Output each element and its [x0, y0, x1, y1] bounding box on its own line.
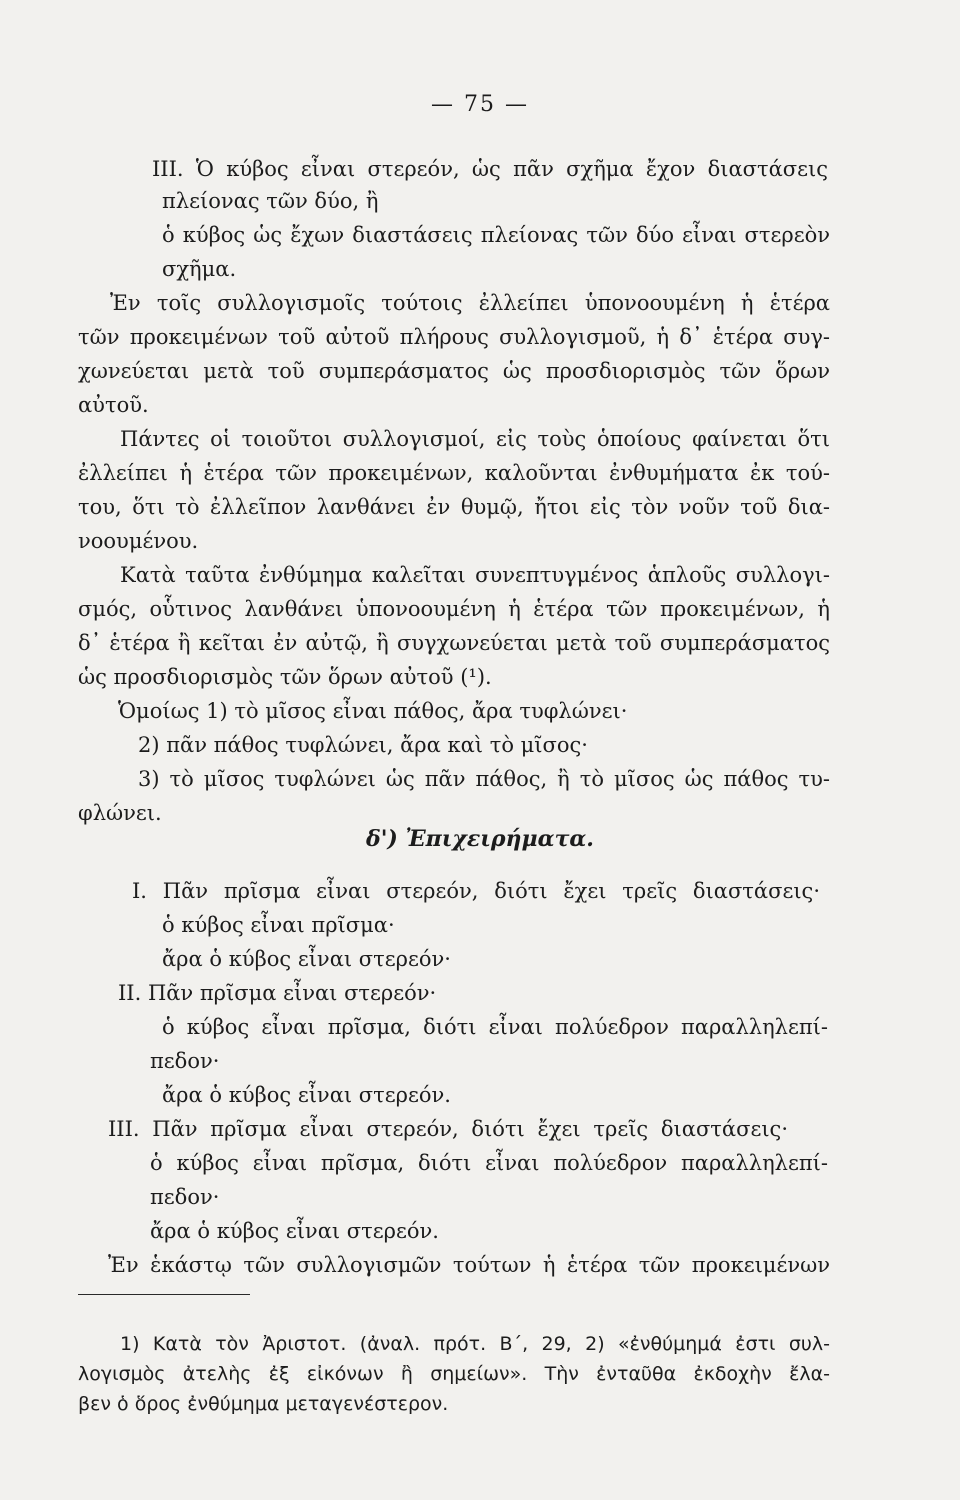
- text-line: Ἐν τοῖς συλλογισμοῖς τούτοις ἐλλείπει ὑπονοουμένη ἡ ἑτέρα: [110, 291, 830, 315]
- text-line: ὁ κύβος ὡς ἔχων διαστάσεις πλείονας τῶν δύο εἶναι στερεὸν: [162, 223, 830, 247]
- text-line: Ὁμοίως 1) τὸ μῖσος εἶναι πάθος, ἄρα τυφλώνει·: [118, 699, 628, 723]
- text-line: σχῆμα.: [162, 257, 237, 281]
- text-line: χωνεύεται μετὰ τοῦ συμπεράσματος ὡς προσδιορισμὸς τῶν ὅρων: [78, 359, 830, 383]
- text-line: ἄρα ὁ κύβος εἶναι στερεόν.: [150, 1219, 439, 1243]
- footnote-line: βεν ὁ ὅρος ἐνθύμημα μεταγενέστερον.: [78, 1393, 449, 1415]
- text-line: III. Πᾶν πρῖσμα εἶναι στερεόν, διότι ἔχει τρεῖς διαστάσεις·: [108, 1117, 788, 1141]
- section-heading: δ') Ἐπιχειρήματα.: [366, 826, 594, 852]
- footnote-line: 1) Κατὰ τὸν Ἀριστοτ. (ἀναλ. πρότ. Β΄, 29, 2) «ἐνθύμημά ἐστι συλ-: [120, 1333, 830, 1355]
- text-line: 2) πᾶν πάθος τυφλώνει, ἄρα καὶ τὸ μῖσος·: [138, 733, 588, 757]
- text-line: ἐλλείπει ἡ ἑτέρα τῶν προκειμένων, καλοῦνται ἐνθυμήματα ἐκ τού-: [78, 461, 830, 485]
- text-line: ὁ κύβος εἶναι πρῖσμα, διότι εἶναι πολύεδρον παραλληλεπί-: [150, 1151, 828, 1175]
- text-line: Ἐν ἑκάστῳ τῶν συλλογισμῶν τούτων ἡ ἑτέρα τῶν προκειμένων: [108, 1253, 830, 1277]
- text-line: φλώνει.: [78, 801, 162, 825]
- text-line: ΙΙΙ. Ὁ κύβος εἶναι στερεόν, ὡς πᾶν σχῆμα ἔχον διαστάσεις: [152, 157, 828, 181]
- text-line: πεδον·: [150, 1049, 220, 1073]
- text-line: Πάντες οἱ τοιοῦτοι συλλογισμοί, εἰς τοὺς ὁποίους φαίνεται ὅτι: [120, 427, 830, 451]
- text-line: ὁ κύβος εἶναι πρῖσμα·: [162, 913, 395, 937]
- text-line: του, ὅτι τὸ ἐλλεῖπον λανθάνει ἐν θυμῷ, ἤτοι εἰς τὸν νοῦν τοῦ δια-: [78, 495, 830, 519]
- text-line: Κατὰ ταῦτα ἐνθύμημα καλεῖται συνεπτυγμένος ἁπλοῦς συλλογι-: [120, 563, 830, 587]
- text-line: αὐτοῦ.: [78, 393, 149, 417]
- text-line: δ᾽ ἑτέρα ἢ κεῖται ἐν αὐτῷ, ἢ συγχωνεύεται μετὰ τοῦ συμπεράσματος: [78, 631, 830, 655]
- text-line: ἄρα ὁ κύβος εἶναι στερεόν·: [162, 947, 451, 971]
- footnote-line: λογισμὸς ἀτελὴς ἐξ εἰκόνων ἢ σημείων». Τὴν ἐνταῦθα ἐκδοχὴν ἔλα-: [78, 1363, 830, 1385]
- text-line: πεδον·: [150, 1185, 220, 1209]
- text-line: τῶν προκειμένων τοῦ αὐτοῦ πλήρους συλλογισμοῦ, ἡ δ᾽ ἑτέρα συγ-: [78, 325, 830, 349]
- page-number: — 75 —: [431, 92, 529, 117]
- text-line: ὁ κύβος εἶναι πρῖσμα, διότι εἶναι πολύεδρον παραλληλεπί-: [162, 1015, 828, 1039]
- text-line: II. Πᾶν πρῖσμα εἶναι στερεόν·: [118, 981, 437, 1005]
- text-line: σμός, οὗτινος λανθάνει ὑπονοουμένη ἡ ἑτέρα τῶν προκειμένων, ἡ: [78, 597, 830, 621]
- text-line: I. Πᾶν πρῖσμα εἶναι στερεόν, διότι ἔχει τρεῖς διαστάσεις·: [132, 879, 820, 903]
- text-line: νοουμένου.: [78, 529, 199, 553]
- footnote-divider: [78, 1294, 250, 1295]
- text-line: πλείονας τῶν δύο, ἢ: [162, 189, 379, 213]
- text-line: ὡς προσδιορισμὸς τῶν ὅρων αὐτοῦ (¹).: [78, 665, 492, 689]
- text-line: ἄρα ὁ κύβος εἶναι στερεόν.: [162, 1083, 451, 1107]
- text-line: 3) τὸ μῖσος τυφλώνει ὡς πᾶν πάθος, ἢ τὸ μῖσος ὡς πάθος τυ-: [138, 767, 830, 791]
